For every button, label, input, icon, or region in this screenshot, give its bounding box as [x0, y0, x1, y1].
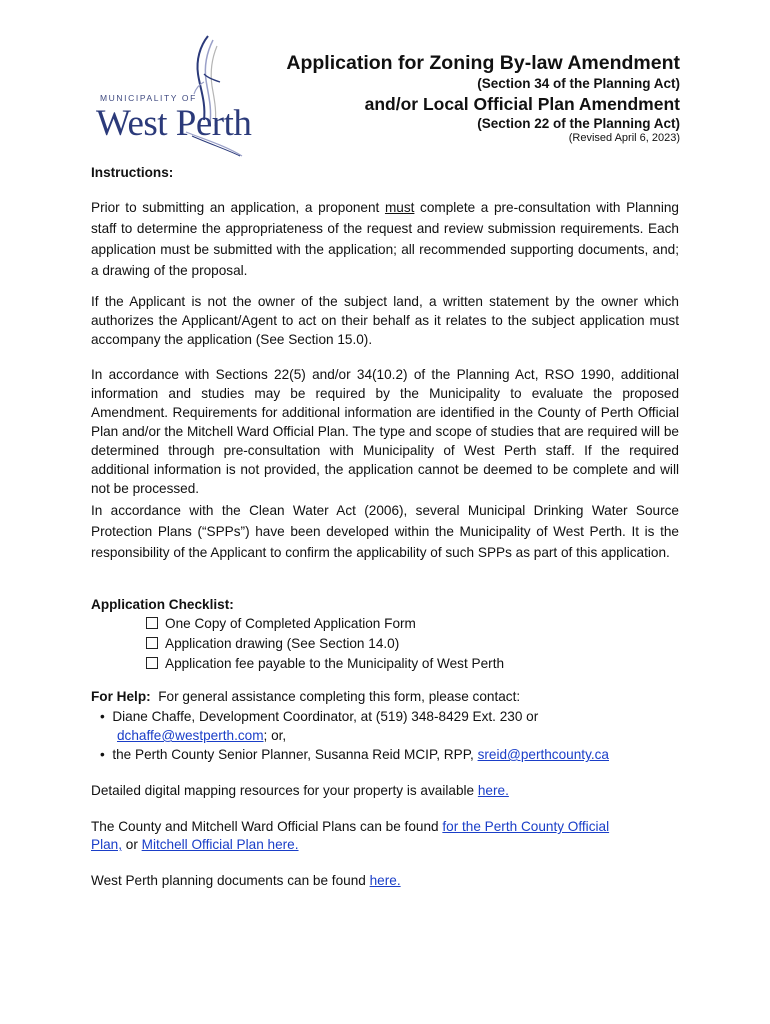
mapping-line: [91, 783, 509, 798]
section-22-reference: (Section 22 of the Planning Act): [477, 116, 680, 131]
checklist-item[interactable]: [146, 616, 416, 631]
instructions-paragraph-4: In accordance with the Clean Water Act (2006), several Municipal Drinking Water Source Protection Plans (“SPPs”) have been developed within the Municipality of West Perth. It is the responsibility of the Applicant to confirm the applicability of such SPPs as part of this application.: [91, 503, 679, 560]
checklist-item[interactable]: [146, 656, 504, 671]
contact-1-email-link[interactable]: dchaffe@westperth.com: [117, 728, 264, 743]
help-section: [91, 689, 520, 704]
contact-1-suffix: ; or,: [263, 728, 287, 743]
mapping-here-link[interactable]: here.: [477, 783, 509, 798]
plans-text: The County and Mitchell Ward Official Plans can be found: [91, 819, 443, 834]
contact-bullet-1: [100, 709, 538, 724]
checkbox-icon[interactable]: [146, 617, 158, 629]
instructions-paragraph-2: If the Applicant is not the owner of the subject land, a written statement by the owner which authorizes the Applicant/Agent to act on their behalf as it relates to the subject application must accompany the application (See Section 15.0).: [91, 294, 679, 347]
bullet-icon: •: [100, 709, 113, 724]
contact-2-email-link[interactable]: sreid@perthcounty.ca: [477, 747, 609, 762]
planning-docs-here-link[interactable]: here.: [369, 873, 401, 888]
perth-county-plan-link[interactable]: for the Perth County Official: [442, 819, 610, 834]
help-text: For general assistance completing this form, please contact:: [150, 689, 521, 704]
docs-text: West Perth planning documents can be found: [91, 873, 370, 888]
document-title: Application for Zoning By-law Amendment: [286, 52, 680, 74]
checklist-item[interactable]: [146, 636, 399, 651]
contact-1-text: Diane Chaffe, Development Coordinator, at (519) 348-8429 Ext. 230 or: [112, 709, 539, 724]
section-34-reference: (Section 34 of the Planning Act): [477, 76, 680, 91]
planning-docs-line: [91, 873, 401, 888]
revision-date: (Revised April 6, 2023): [568, 132, 680, 144]
checklist-item-label: Application drawing (See Section 14.0): [165, 636, 400, 651]
official-plans-line-2: [91, 837, 299, 852]
document-subtitle: and/or Local Official Plan Amendment: [364, 94, 680, 114]
mitchell-plan-link[interactable]: Mitchell Official Plan here.: [141, 837, 299, 852]
checkbox-icon[interactable]: [146, 657, 158, 669]
instructions-paragraph-1: [91, 197, 679, 281]
p1-text-start: Prior to submitting an application, a proponent: [91, 200, 385, 215]
official-plans-line-1: [91, 819, 609, 834]
bullet-icon: •: [100, 747, 113, 762]
p1-text-end: complete a pre-consultation with Planning staff to determine the appropriateness of the request and review submission requirements. Each application must be submitted with the application; all recommended supporting documents, and; a drawing of the proposal.: [91, 200, 679, 278]
plans-or-text: or: [121, 837, 142, 852]
contact-1-email-line: [117, 728, 286, 743]
instructions-heading: Instructions:: [91, 165, 174, 180]
checklist-item-label: Application fee payable to the Municipality of West Perth: [165, 656, 505, 671]
checkbox-icon[interactable]: [146, 637, 158, 649]
instructions-paragraph-3: In accordance with Sections 22(5) and/or 34(10.2) of the Planning Act, RSO 1990, additional information and studies may be required by the Municipality to evaluate the proposed Amendment. Requirements for additional information are identified in the County of Perth Official Plan and/or the Mitchell Ward Official Plan. The type and scope of studies that are required will be determined through pre-consultation with Municipality of West Perth staff. If the required additional information is not provided, the application cannot be deemed to be complete and will not be processed.: [91, 367, 679, 496]
checklist-title: Application Checklist:: [91, 597, 234, 612]
logo-west-perth-wordmark: West Perth: [96, 103, 252, 144]
checklist-item-label: One Copy of Completed Application Form: [165, 616, 416, 631]
contact-bullet-2: [100, 747, 609, 762]
p1-must-emphasis: must: [384, 200, 415, 215]
mapping-text: Detailed digital mapping resources for your property is available: [91, 783, 478, 798]
perth-county-plan-link-cont[interactable]: Plan,: [91, 837, 122, 852]
logo-municipality-label: MUNICIPALITY OF: [100, 93, 197, 103]
contact-2-text: the Perth County Senior Planner, Susanna Reid MCIP, RPP,: [112, 747, 478, 762]
west-perth-logo: [96, 32, 252, 157]
help-label: For Help:: [91, 689, 151, 704]
